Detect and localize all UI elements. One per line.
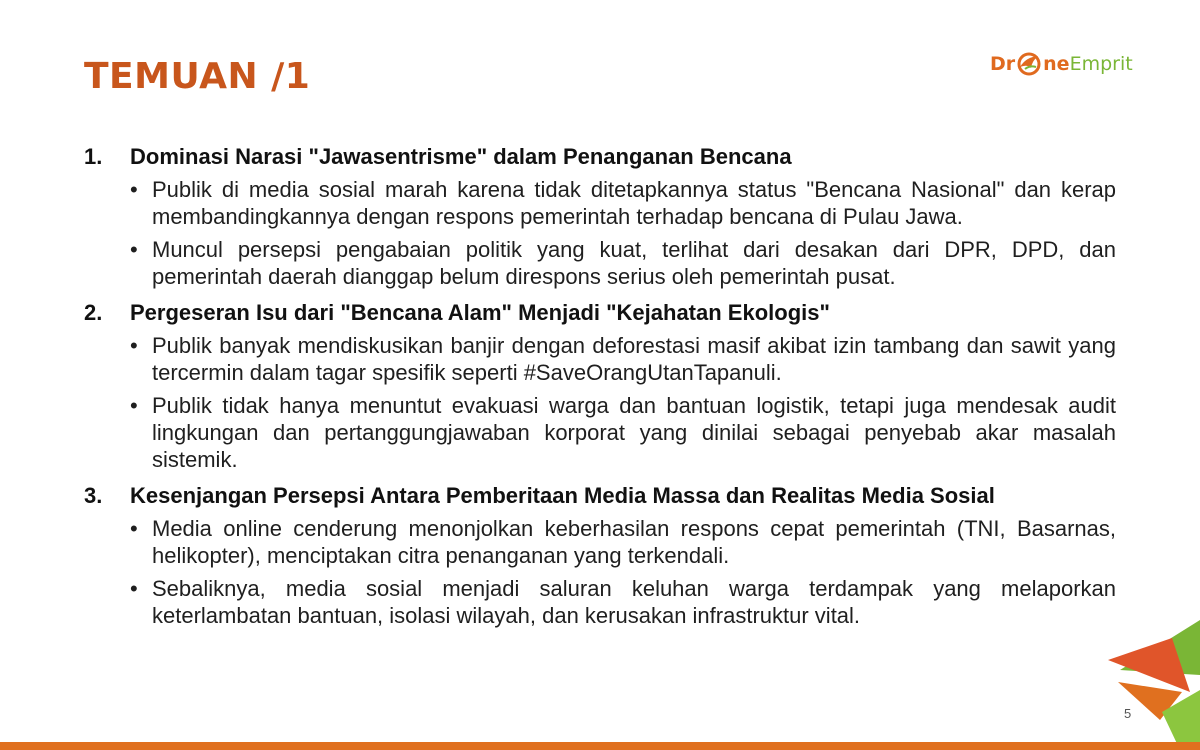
finding-number: 3.	[84, 483, 103, 508]
finding-heading	[84, 143, 1116, 170]
logo-text-emprit: Emprit	[1069, 53, 1133, 75]
bullet-text: Sebaliknya, media sosial menjadi saluran keluhan warga terdampak yang melaporkan keterlambatan bantuan, isolasi wilayah, dan kerusakan infrastruktur vital.	[152, 576, 1116, 628]
logo-text-ne: ne	[1043, 53, 1070, 75]
droneemprit-logo	[990, 44, 1133, 84]
list-item	[130, 515, 1116, 569]
finding-bullets	[84, 515, 1116, 629]
list-item	[130, 332, 1116, 386]
corner-decoration	[1090, 620, 1200, 750]
list-item	[130, 236, 1116, 290]
bullet-text: Publik banyak mendiskusikan banjir dengan deforestasi masif akibat izin tambang dan sawit yang tercermin dalam tagar spesifik seperti #SaveOrangUtanTapanuli.	[152, 333, 1116, 385]
list-item	[130, 176, 1116, 230]
finding-section-3	[84, 482, 1116, 629]
bullet-icon: •	[130, 576, 138, 601]
bullet-icon: •	[130, 516, 138, 541]
bullet-icon: •	[130, 177, 138, 202]
slide-title: TEMUAN /1	[84, 56, 311, 97]
bullet-text: Media online cenderung menonjolkan keberhasilan respons cepat pemerintah (TNI, Basarnas, helikopter), menciptakan citra penanganan yang terkendali.	[152, 516, 1116, 568]
finding-heading-text: Pergeseran Isu dari "Bencana Alam" Menjadi "Kejahatan Ekologis"	[130, 300, 830, 325]
list-item	[130, 392, 1116, 473]
bullet-text: Publik di media sosial marah karena tidak ditetapkannya status "Bencana Nasional" dan kerap membandingkannya dengan respons pemerintah terhadap bencana di Pulau Jawa.	[152, 177, 1116, 229]
finding-section-1	[84, 143, 1116, 290]
finding-heading	[84, 482, 1116, 509]
bullet-icon: •	[130, 333, 138, 358]
finding-bullets	[84, 332, 1116, 473]
bullet-text: Muncul persepsi pengabaian politik yang kuat, terlihat dari desakan dari DPR, DPD, dan pemerintah daerah dianggap belum direspons serius oleh pemerintah pusat.	[152, 237, 1116, 289]
finding-heading-text: Kesenjangan Persepsi Antara Pemberitaan Media Massa dan Realitas Media Sosial	[130, 483, 995, 508]
finding-heading-text: Dominasi Narasi "Jawasentrisme" dalam Penanganan Bencana	[130, 144, 792, 169]
bullet-icon: •	[130, 237, 138, 262]
bottom-accent-bar	[0, 742, 1200, 750]
finding-section-2	[84, 299, 1116, 473]
bullet-icon: •	[130, 393, 138, 418]
findings-list	[84, 143, 1116, 638]
logo-text-dr: Dr	[990, 53, 1016, 75]
finding-number: 2.	[84, 300, 103, 325]
finding-number: 1.	[84, 144, 103, 169]
bullet-text: Publik tidak hanya menuntut evakuasi warga dan bantuan logistik, tetapi juga mendesak audit lingkungan dan pertanggungjawaban korporat yang dinilai sebagai penyebab akar masalah sistemik.	[152, 393, 1116, 472]
finding-heading	[84, 299, 1116, 326]
page-number: 5	[1124, 706, 1132, 721]
drone-bird-icon	[1016, 51, 1042, 77]
list-item	[130, 575, 1116, 629]
finding-bullets	[84, 176, 1116, 290]
